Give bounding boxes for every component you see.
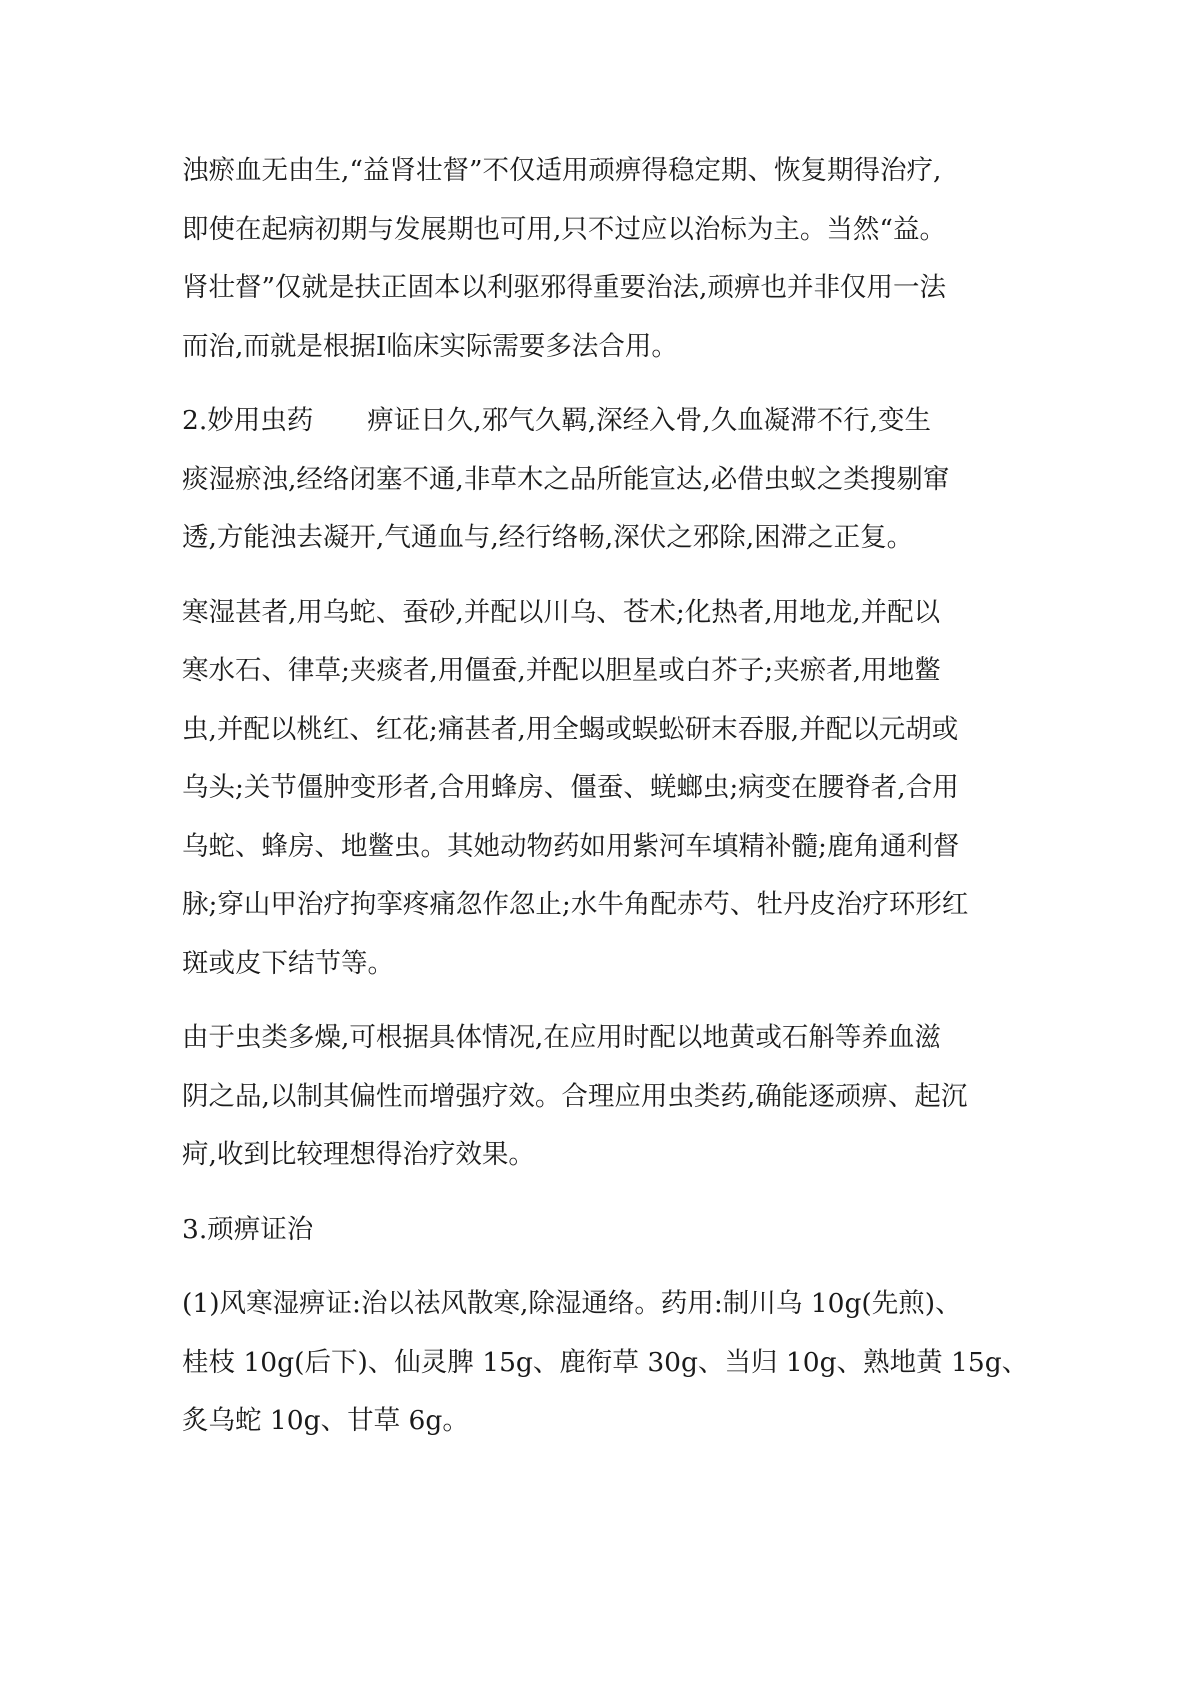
paragraph-yishen-zhuangdu: [182, 142, 1024, 376]
text-line: 桂枝 10g(后下)、仙灵脾 15g、鹿衔草 30g、当归 10g、熟地黄 15g、: [182, 1346, 1029, 1378]
text-line: 虫,并配以桃红、红花;痛甚者,用全蝎或蜈蚣研末吞服,并配以元胡或: [182, 713, 959, 745]
text-line: 浊瘀血无由生,“益肾壮督”不仅适用顽痹得稳定期、恢复期得治疗,: [182, 155, 942, 186]
paragraph-insect-dryness: [182, 1009, 1024, 1185]
paragraph-insect-medicine: [182, 392, 1024, 568]
text-line: 炙乌蛇 10g、甘草 6g。: [182, 1405, 469, 1436]
section-heading-3: 3.顽痹证治: [182, 1213, 314, 1245]
text-line: 透,方能浊去凝开,气通血与,经行络畅,深伏之邪除,困滞之正复。: [182, 522, 914, 553]
text-line: 斑或皮下结节等。: [182, 947, 394, 979]
text-line: 即使在起病初期与发展期也可用,只不过应以治标为主。当然“益。: [182, 213, 946, 245]
text-line: 乌头;关节僵肿变形者,合用蜂房、僵蚕、蜣螂虫;病变在腰脊者,合用: [182, 772, 959, 803]
section-heading-2: 2.妙用虫药: [182, 405, 314, 436]
text-line: 疴,收到比较理想得治疗效果。: [182, 1139, 535, 1170]
text-line: 由于虫类多燥,可根据具体情况,在应用时配以地黄或石斛等养血滋: [182, 1022, 941, 1053]
paragraph-wind-cold-damp: [182, 1275, 1029, 1451]
text-line: 脉;穿山甲治疗拘挛疼痛忽作忽止;水牛角配赤芍、牡丹皮治疗环形红: [182, 889, 969, 920]
paragraph-insect-usage: [182, 584, 1024, 994]
text-line: 寒湿甚者,用乌蛇、蚕砂,并配以川乌、苍术;化热者,用地龙,并配以: [182, 596, 941, 628]
text-line: 乌蛇、蜂房、地鳖虫。其她动物药如用紫河车填精补髓;鹿角通利督: [182, 830, 960, 862]
text-line: 痰湿瘀浊,经络闭塞不通,非草木之品所能宣达,必借虫蚁之类搜剔窜: [182, 463, 950, 495]
text-line: [182, 392, 1024, 451]
text-line: 而治,而就是根据Ⅰ临床实际需要多法合用。: [182, 330, 678, 362]
text-line: (1)风寒湿痹证:治以祛风散寒,除湿通络。药用:制川乌 10g(先煎)、: [182, 1288, 962, 1319]
document-page: [182, 0, 1029, 1467]
text-line: 阴之品,以制其偏性而增强疗效。合理应用虫类药,确能逐顽痹、起沉: [182, 1080, 968, 1112]
text-line: 寒水石、律草;夹痰者,用僵蚕,并配以胆星或白芥子;夹瘀者,用地鳖: [182, 655, 941, 686]
text-run: 痹证日久,邪气久羁,深经入骨,久血凝滞不行,变生: [367, 405, 931, 436]
text-line: 肾壮督”仅就是扶正固本以利驱邪得重要治法,顽痹也并非仅用一法: [182, 272, 946, 303]
